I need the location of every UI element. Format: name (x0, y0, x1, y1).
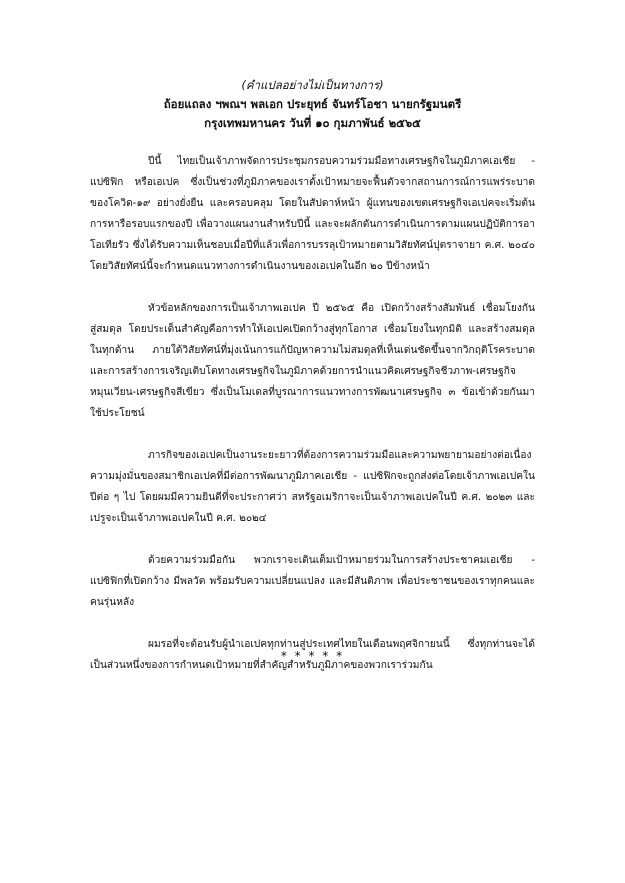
paragraph-4: ด้วยความร่วมมือกัน พวกเราจะเดินเต็มเป้าหมายร่วมในการสร้างประชาคมเอเชีย - แปซิฟิกที่เปิดกว้าง มีพลวัต พร้อมรับความเปลี่ยนแปลง และมีสันติภาพ เพื่อประชาชนของเราทุกคนและคนรุ่นหลัง (90, 555, 535, 608)
paragraph-1: ปีนี้ ไทยเป็นเจ้าภาพจัดการประชุมกรอบความร่วมมือทางเศรษฐกิจในภูมิภาคเอเชีย - แปซิฟิก หรือเอเปค ซึ่งเป็นช่วงที่ภูมิภาคของเราตั้งเป้าหมายจะฟื้นตัวจากสถานการณ์การแพร่ระบาดของโควิด-๑๙ อย่างยั่งยืน และครอบคลุม โดยในสัปดาห์หน้า ผู้แทนของเขตเศรษฐกิจเอเปคจะเริ่มต้นการหารือรอบแรกของปี เพื่อวางแผนงานสำหรับปีนี้ และจะผลักดันการดำเนินการตามแผนปฏิบัติการอาโอเทียรัว ซึ่งได้รับความเห็นชอบเมื่อปีที่แล้วเพื่อการบรรลุเป้าหมายตามวิสัยทัศน์ปุตราจายา ค.ศ. ๒๐๔๐ โดยวิสัยทัศน์นี้จะกำหนดแนวทางการดำเนินงานของเอเปคในอีก ๒๐ ปีข้างหน้า (90, 156, 535, 272)
paragraph-5: ผมรอที่จะต้อนรับผู้นำเอเปคทุกท่านสู่ประเทศไทยในเดือนพฤศจิกายนนี้ ซึ่งทุกท่านจะได้เป็นส่วนหนึ่งของการกำหนดเป้าหมายที่สำคัญสำหรับภูมิภาคของพวกเราร่วมกัน (90, 639, 535, 671)
paragraph-3: ภารกิจของเอเปคเป็นงานระยะยาวที่ต้องการความร่วมมือและความพยายามอย่างต่อเนื่อง ความมุ่งมั่นของสมาชิกเอเปคที่มีต่อการพัฒนาภูมิภาคเอเชีย - แปซิฟิกจะถูกส่งต่อโดยเจ้าภาพเอเปคในปีต่อ ๆ ไป โดยผมมีความยินดีที่จะประกาศว่า สหรัฐอเมริกาจะเป็นเจ้าภาพเอเปคในปี ค.ศ. ๒๐๒๓ และเปรูจะเป็นเจ้าภาพเอเปคในปี ค.ศ. ๒๐๒๔ (90, 450, 535, 524)
location-date: กรุงเทพมหานคร วันที่ ๑๐ กุมภาพันธ์ ๒๕๖๕ (204, 116, 421, 130)
document-body (90, 151, 535, 697)
end-mark: * * * * * (280, 649, 345, 663)
document-header (0, 76, 625, 133)
statement-title: ถ้อยแถลง ฯพณฯ พลเอก ประยุทธ์ จันทร์โอชา นายกรัฐมนตรี (163, 97, 462, 111)
paragraph-2: หัวข้อหลักของการเป็นเจ้าภาพเอเปค ปี ๒๕๖๕ คือ เปิดกว้างสร้างสัมพันธ์ เชื่อมโยงกัน สู่สมดุล โดยประเด็นสำคัญคือการทำให้เอเปคเปิดกว้างสู่ทุกโอกาส เชื่อมโยงในทุกมิติ และสร้างสมดุลในทุกด้าน ภายใต้วิสัยทัศน์ที่มุ่งเน้นการแก้ปัญหาความไม่สมดุลที่เห็นเด่นชัดขึ้นจากวิกฤติโรคระบาด และการสร้างการเจริญเติบโตทางเศรษฐกิจในภูมิภาคด้วยการนำแนวคิดเศรษฐกิจชีวภาพ-เศรษฐกิจหมุนเวียน-เศรษฐกิจสีเขียว ซึ่งเป็นโมเดลที่บูรณาการแนวทางการพัฒนาเศรษฐกิจ ๓ ข้อเข้าด้วยกันมาใช้ประโยชน์ (90, 303, 535, 419)
translation-note: (คำแปลอย่างไม่เป็นทางการ) (241, 78, 384, 92)
